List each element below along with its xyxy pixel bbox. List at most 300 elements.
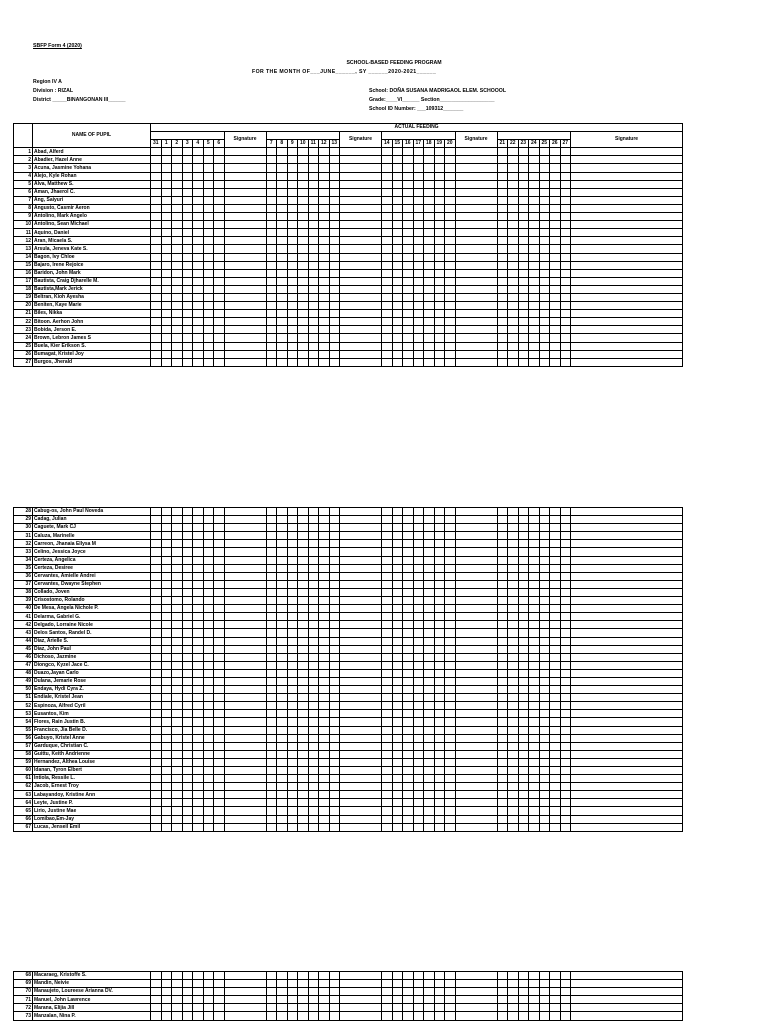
feeding-cell: [193, 629, 204, 637]
feeding-cell: [455, 750, 497, 758]
feeding-cell: [203, 204, 214, 212]
feeding-cell: [182, 637, 193, 645]
feeding-cell: [308, 221, 319, 229]
feeding-cell: [287, 580, 298, 588]
feeding-cell: [182, 597, 193, 605]
feeding-cell: [151, 710, 162, 718]
feeding-cell: [182, 815, 193, 823]
feeding-cell: [382, 548, 393, 556]
feeding-cell: [403, 548, 414, 556]
feeding-cell: [340, 285, 382, 293]
feeding-cell: [455, 613, 497, 621]
pupil-name: Guittu, Keith Andrienne: [33, 750, 151, 758]
feeding-cell: [508, 613, 519, 621]
feeding-cell: [382, 148, 393, 156]
feeding-cell: [277, 807, 288, 815]
feeding-cell: [182, 245, 193, 253]
feeding-cell: [224, 237, 266, 245]
feeding-cell: [308, 742, 319, 750]
feeding-cell: [550, 669, 561, 677]
feeding-cell: [182, 164, 193, 172]
day-header: 15: [392, 140, 403, 148]
feeding-cell: [298, 293, 309, 301]
feeding-cell: [224, 637, 266, 645]
feeding-cell: [298, 799, 309, 807]
feeding-table-page2: [13, 507, 683, 832]
feeding-cell: [308, 694, 319, 702]
feeding-cell: [529, 221, 540, 229]
feeding-cell: [308, 799, 319, 807]
feeding-cell: [224, 1012, 266, 1020]
feeding-cell: [434, 334, 445, 342]
feeding-cell: [529, 188, 540, 196]
feeding-cell: [382, 293, 393, 301]
feeding-cell: [539, 775, 550, 783]
feeding-cell: [214, 750, 225, 758]
feeding-cell: [193, 597, 204, 605]
feeding-cell: [508, 718, 519, 726]
feeding-cell: [182, 580, 193, 588]
feeding-cell: [424, 204, 435, 212]
feeding-cell: [308, 229, 319, 237]
feeding-cell: [340, 621, 382, 629]
feeding-cell: [424, 726, 435, 734]
feeding-cell: [434, 148, 445, 156]
feeding-cell: [329, 269, 340, 277]
feeding-cell: [560, 988, 571, 996]
feeding-cell: [277, 245, 288, 253]
feeding-cell: [508, 686, 519, 694]
feeding-cell: [413, 556, 424, 564]
feeding-cell: [455, 702, 497, 710]
feeding-cell: [434, 661, 445, 669]
feeding-cell: [529, 750, 540, 758]
feeding-cell: [277, 653, 288, 661]
feeding-cell: [560, 972, 571, 980]
feeding-cell: [329, 148, 340, 156]
feeding-cell: [161, 807, 172, 815]
feeding-cell: [298, 310, 309, 318]
feeding-cell: [550, 775, 561, 783]
feeding-cell: [403, 540, 414, 548]
feeding-cell: [560, 750, 571, 758]
feeding-cell: [434, 237, 445, 245]
feeding-cell: [224, 702, 266, 710]
feeding-cell: [382, 677, 393, 685]
division: Division : RIZAL: [33, 88, 74, 94]
feeding-cell: [508, 516, 519, 524]
feeding-cell: [266, 653, 277, 661]
feeding-cell: [382, 342, 393, 350]
feeding-cell: [340, 508, 382, 516]
row-number: 35: [14, 564, 33, 572]
feeding-cell: [560, 669, 571, 677]
feeding-cell: [298, 996, 309, 1004]
feeding-cell: [550, 613, 561, 621]
feeding-cell: [529, 996, 540, 1004]
feeding-cell: [497, 710, 508, 718]
feeding-cell: [550, 572, 561, 580]
row-number: 56: [14, 734, 33, 742]
feeding-cell: [550, 172, 561, 180]
feeding-cell: [172, 710, 183, 718]
feeding-cell: [550, 213, 561, 221]
feeding-cell: [298, 261, 309, 269]
feeding-cell: [518, 734, 529, 742]
feeding-cell: [319, 980, 330, 988]
feeding-cell: [172, 334, 183, 342]
feeding-cell: [403, 996, 414, 1004]
feeding-cell: [550, 767, 561, 775]
feeding-cell: [203, 564, 214, 572]
feeding-cell: [539, 767, 550, 775]
feeding-cell: [340, 734, 382, 742]
feeding-cell: [182, 516, 193, 524]
feeding-cell: [277, 180, 288, 188]
pupil-name: Beniten, Kaye Marie: [33, 302, 151, 310]
feeding-cell: [266, 783, 277, 791]
feeding-cell: [308, 669, 319, 677]
feeding-cell: [518, 996, 529, 1004]
feeding-cell: [403, 342, 414, 350]
feeding-cell: [340, 221, 382, 229]
day-header: 22: [508, 140, 519, 148]
feeding-cell: [319, 310, 330, 318]
feeding-cell: [518, 564, 529, 572]
feeding-cell: [445, 613, 456, 621]
feeding-cell: [403, 799, 414, 807]
feeding-cell: [497, 750, 508, 758]
row-number: 28: [14, 508, 33, 516]
feeding-cell: [413, 172, 424, 180]
feeding-cell: [497, 726, 508, 734]
feeding-cell: [413, 221, 424, 229]
feeding-cell: [319, 253, 330, 261]
feeding-cell: [413, 213, 424, 221]
feeding-cell: [329, 285, 340, 293]
feeding-cell: [560, 213, 571, 221]
feeding-cell: [172, 213, 183, 221]
feeding-cell: [434, 318, 445, 326]
feeding-cell: [214, 718, 225, 726]
feeding-cell: [539, 580, 550, 588]
feeding-cell: [329, 669, 340, 677]
feeding-cell: [214, 1004, 225, 1012]
feeding-cell: [382, 204, 393, 212]
pupil-name: Manzalan, Nina P.: [33, 1012, 151, 1020]
feeding-cell: [193, 516, 204, 524]
pupil-name: Ang, Saiyuri: [33, 196, 151, 204]
feeding-cell: [560, 540, 571, 548]
feeding-cell: [434, 823, 445, 831]
feeding-cell: [266, 204, 277, 212]
feeding-cell: [382, 775, 393, 783]
pupil-name: Cervantes, Dwayne Stephen: [33, 580, 151, 588]
feeding-cell: [539, 188, 550, 196]
table-row: [14, 580, 683, 588]
feeding-cell: [214, 548, 225, 556]
feeding-cell: [403, 1012, 414, 1020]
feeding-cell: [151, 524, 162, 532]
feeding-cell: [214, 972, 225, 980]
pupil-name: Caguete, Mark CJ: [33, 524, 151, 532]
feeding-cell: [571, 621, 683, 629]
feeding-cell: [382, 277, 393, 285]
feeding-cell: [413, 285, 424, 293]
feeding-cell: [287, 710, 298, 718]
feeding-cell: [214, 508, 225, 516]
feeding-cell: [560, 823, 571, 831]
feeding-cell: [224, 180, 266, 188]
table-row: [14, 572, 683, 580]
feeding-cell: [182, 350, 193, 358]
feeding-cell: [529, 326, 540, 334]
feeding-cell: [224, 718, 266, 726]
feeding-cell: [172, 972, 183, 980]
feeding-cell: [340, 988, 382, 996]
pupil-name: Garduque, Christian C.: [33, 742, 151, 750]
row-number: 6: [14, 188, 33, 196]
feeding-cell: [497, 702, 508, 710]
feeding-cell: [392, 718, 403, 726]
feeding-cell: [287, 807, 298, 815]
feeding-cell: [298, 245, 309, 253]
feeding-cell: [571, 196, 683, 204]
feeding-cell: [560, 783, 571, 791]
feeding-cell: [319, 645, 330, 653]
feeding-cell: [319, 637, 330, 645]
table-row: [14, 686, 683, 694]
feeding-cell: [518, 213, 529, 221]
feeding-cell: [298, 661, 309, 669]
feeding-cell: [172, 1004, 183, 1012]
feeding-cell: [497, 613, 508, 621]
feeding-cell: [382, 621, 393, 629]
feeding-cell: [298, 588, 309, 596]
feeding-cell: [308, 661, 319, 669]
feeding-cell: [298, 597, 309, 605]
feeding-cell: [382, 237, 393, 245]
feeding-cell: [193, 758, 204, 766]
feeding-cell: [287, 694, 298, 702]
feeding-cell: [172, 661, 183, 669]
feeding-cell: [497, 972, 508, 980]
feeding-cell: [161, 196, 172, 204]
feeding-cell: [161, 237, 172, 245]
feeding-cell: [455, 556, 497, 564]
feeding-cell: [308, 269, 319, 277]
feeding-cell: [298, 645, 309, 653]
pupil-name: Collado, Joven: [33, 588, 151, 596]
feeding-cell: [277, 718, 288, 726]
feeding-cell: [529, 358, 540, 366]
feeding-cell: [287, 196, 298, 204]
feeding-cell: [455, 196, 497, 204]
feeding-cell: [539, 799, 550, 807]
feeding-cell: [266, 807, 277, 815]
feeding-cell: [298, 605, 309, 613]
feeding-cell: [151, 694, 162, 702]
feeding-cell: [203, 775, 214, 783]
feeding-cell: [550, 661, 561, 669]
feeding-cell: [445, 350, 456, 358]
feeding-cell: [203, 148, 214, 156]
feeding-cell: [529, 508, 540, 516]
feeding-cell: [497, 532, 508, 540]
feeding-cell: [413, 588, 424, 596]
feeding-cell: [403, 508, 414, 516]
feeding-cell: [182, 629, 193, 637]
feeding-cell: [340, 588, 382, 596]
feeding-cell: [550, 718, 561, 726]
table-row: [14, 653, 683, 661]
feeding-cell: [382, 972, 393, 980]
feeding-cell: [445, 358, 456, 366]
feeding-cell: [539, 621, 550, 629]
feeding-cell: [382, 726, 393, 734]
feeding-cell: [434, 540, 445, 548]
feeding-cell: [193, 172, 204, 180]
header-row-top: [14, 124, 683, 132]
feeding-cell: [382, 221, 393, 229]
feeding-cell: [287, 791, 298, 799]
feeding-cell: [319, 285, 330, 293]
feeding-cell: [382, 686, 393, 694]
feeding-cell: [161, 791, 172, 799]
feeding-cell: [424, 718, 435, 726]
feeding-cell: [214, 767, 225, 775]
feeding-cell: [403, 302, 414, 310]
feeding-cell: [497, 767, 508, 775]
feeding-cell: [508, 164, 519, 172]
feeding-cell: [172, 180, 183, 188]
feeding-cell: [424, 148, 435, 156]
feeding-cell: [392, 196, 403, 204]
row-number: 39: [14, 597, 33, 605]
feeding-cell: [308, 783, 319, 791]
header-signature: Signature: [224, 132, 266, 148]
feeding-cell: [193, 564, 204, 572]
feeding-cell: [497, 694, 508, 702]
feeding-cell: [508, 758, 519, 766]
feeding-cell: [277, 237, 288, 245]
feeding-cell: [193, 718, 204, 726]
table-row: [14, 172, 683, 180]
feeding-cell: [193, 334, 204, 342]
feeding-cell: [151, 637, 162, 645]
feeding-cell: [455, 580, 497, 588]
row-number: 57: [14, 742, 33, 750]
row-number: 73: [14, 1012, 33, 1020]
feeding-cell: [298, 556, 309, 564]
feeding-cell: [392, 358, 403, 366]
feeding-cell: [434, 669, 445, 677]
feeding-cell: [214, 318, 225, 326]
feeding-cell: [413, 229, 424, 237]
feeding-cell: [266, 815, 277, 823]
feeding-cell: [445, 334, 456, 342]
feeding-cell: [266, 148, 277, 156]
feeding-cell: [214, 229, 225, 237]
feeding-cell: [277, 702, 288, 710]
feeding-cell: [172, 621, 183, 629]
feeding-cell: [497, 180, 508, 188]
feeding-cell: [434, 629, 445, 637]
feeding-cell: [308, 572, 319, 580]
feeding-cell: [508, 277, 519, 285]
feeding-cell: [508, 540, 519, 548]
pupil-name: Manaujeto, Loureese Arianna DV.: [33, 988, 151, 996]
feeding-cell: [266, 718, 277, 726]
feeding-cell: [340, 310, 382, 318]
feeding-cell: [508, 310, 519, 318]
feeding-cell: [182, 285, 193, 293]
feeding-cell: [182, 253, 193, 261]
feeding-cell: [434, 799, 445, 807]
row-number: 68: [14, 972, 33, 980]
feeding-cell: [151, 164, 162, 172]
feeding-cell: [445, 669, 456, 677]
row-number: 61: [14, 775, 33, 783]
feeding-cell: [508, 807, 519, 815]
feeding-cell: [277, 815, 288, 823]
feeding-cell: [224, 285, 266, 293]
feeding-cell: [424, 605, 435, 613]
header-days-blank: [151, 132, 225, 140]
feeding-cell: [518, 823, 529, 831]
feeding-cell: [266, 597, 277, 605]
feeding-cell: [508, 823, 519, 831]
feeding-cell: [539, 613, 550, 621]
feeding-cell: [161, 540, 172, 548]
feeding-cell: [539, 637, 550, 645]
feeding-cell: [203, 221, 214, 229]
feeding-cell: [445, 972, 456, 980]
feeding-cell: [308, 350, 319, 358]
feeding-cell: [308, 148, 319, 156]
feeding-cell: [214, 653, 225, 661]
feeding-cell: [392, 245, 403, 253]
feeding-cell: [319, 718, 330, 726]
feeding-cell: [455, 996, 497, 1004]
feeding-cell: [413, 302, 424, 310]
row-number: 24: [14, 334, 33, 342]
feeding-cell: [497, 791, 508, 799]
table-row: [14, 516, 683, 524]
feeding-cell: [539, 677, 550, 685]
feeding-cell: [203, 710, 214, 718]
feeding-cell: [455, 980, 497, 988]
feeding-cell: [508, 350, 519, 358]
feeding-cell: [434, 572, 445, 580]
feeding-cell: [308, 172, 319, 180]
feeding-cell: [529, 661, 540, 669]
feeding-cell: [298, 702, 309, 710]
feeding-cell: [214, 988, 225, 996]
feeding-cell: [382, 564, 393, 572]
row-number: 70: [14, 988, 33, 996]
header-signature: Signature: [455, 132, 497, 148]
feeding-cell: [203, 358, 214, 366]
feeding-cell: [203, 718, 214, 726]
feeding-cell: [529, 180, 540, 188]
feeding-cell: [224, 791, 266, 799]
table-row: [14, 221, 683, 229]
feeding-cell: [560, 613, 571, 621]
feeding-cell: [518, 310, 529, 318]
feeding-cell: [455, 972, 497, 980]
feeding-cell: [413, 694, 424, 702]
